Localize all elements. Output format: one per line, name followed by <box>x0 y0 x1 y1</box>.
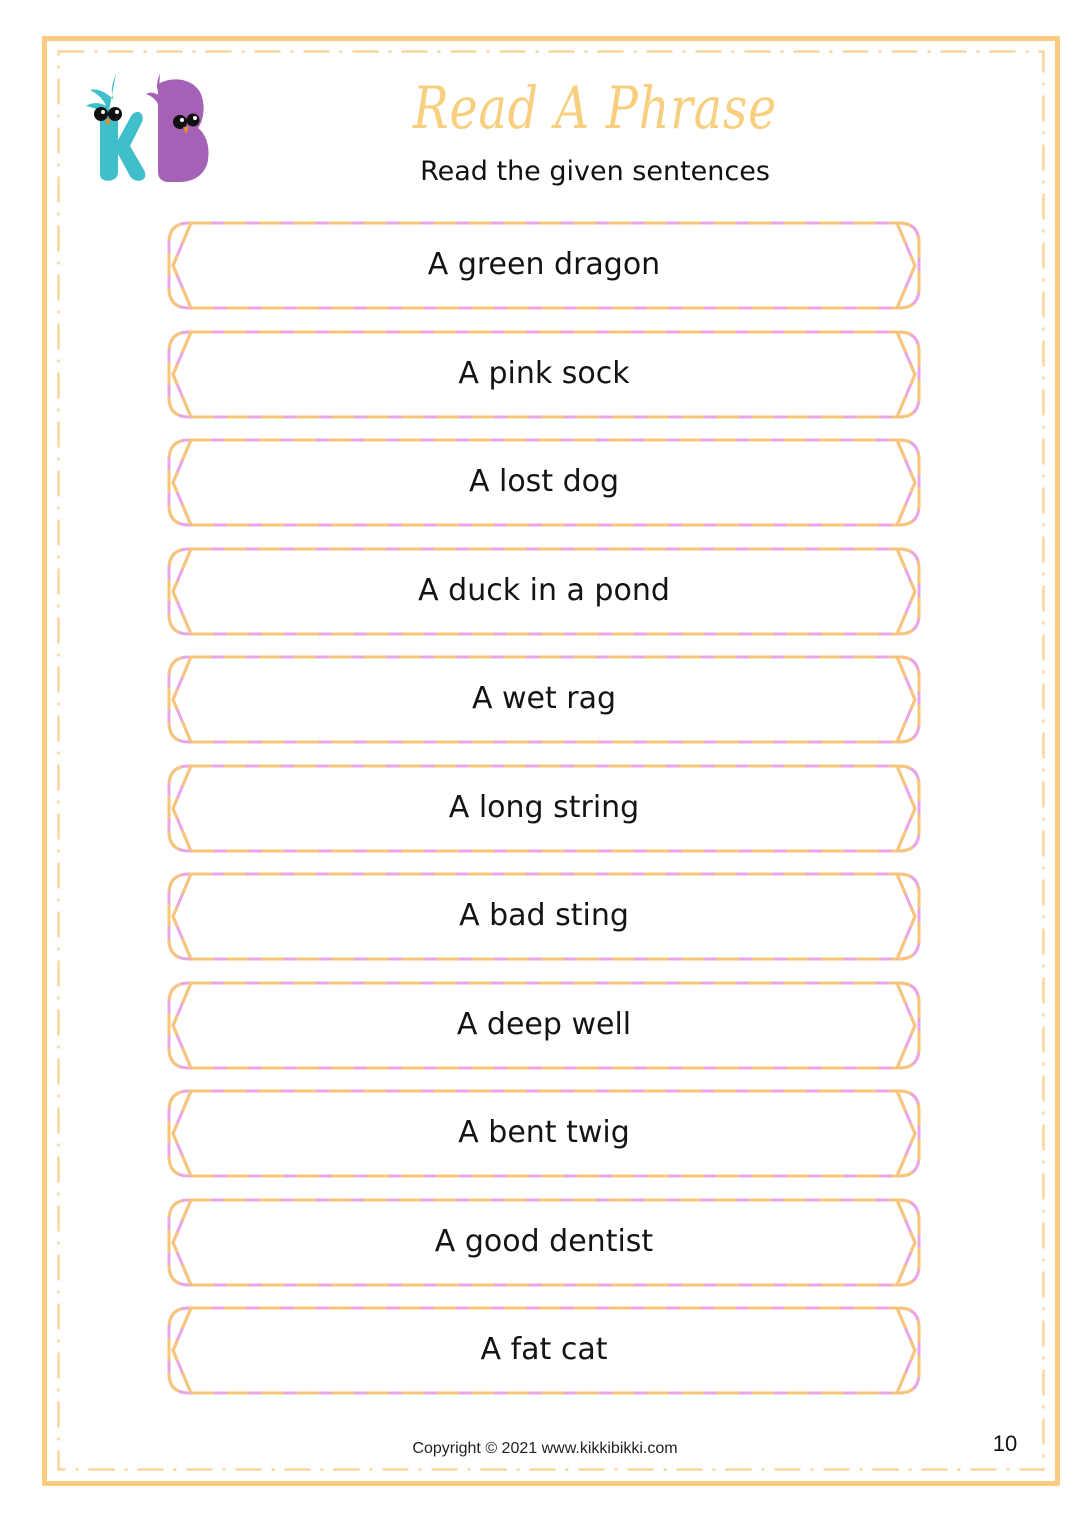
phrase-text: A green dragon <box>427 247 661 282</box>
kikkibikki-logo <box>76 62 216 187</box>
phrase-box <box>167 438 921 527</box>
phrase-box <box>167 1198 921 1287</box>
phrase-box <box>167 872 921 961</box>
phrase-text: A bent twig <box>458 1115 630 1150</box>
phrase-text: A long string <box>448 789 640 825</box>
page-number: 10 <box>992 1431 1018 1456</box>
phrase-text: A deep well <box>456 1006 632 1042</box>
phrase-text: A duck in a pond <box>418 572 670 608</box>
phrase-box <box>167 221 921 310</box>
phrase-box <box>167 655 921 744</box>
phrase-text: A fat cat <box>480 1332 608 1367</box>
page-title: Read A Phrase <box>412 74 778 142</box>
phrase-box <box>167 1089 921 1178</box>
phrase-text: A pink sock <box>458 355 630 391</box>
phrase-text: A wet rag <box>471 681 617 716</box>
phrase-box <box>167 547 921 636</box>
k-bird-icon <box>86 74 145 181</box>
page-subtitle: Read the given sentences <box>420 156 770 187</box>
phrase-text: A bad sting <box>459 898 629 933</box>
phrase-box <box>167 330 921 419</box>
b-bird-icon <box>146 74 209 182</box>
phrase-text: A lost dog <box>468 464 620 499</box>
copyright-footer: Copyright © 2021 www.kikkibikki.com <box>412 1440 678 1457</box>
phrase-box <box>167 981 921 1070</box>
phrase-box <box>167 764 921 853</box>
phrase-text: A good dentist <box>434 1223 654 1259</box>
phrase-box <box>167 1306 921 1395</box>
